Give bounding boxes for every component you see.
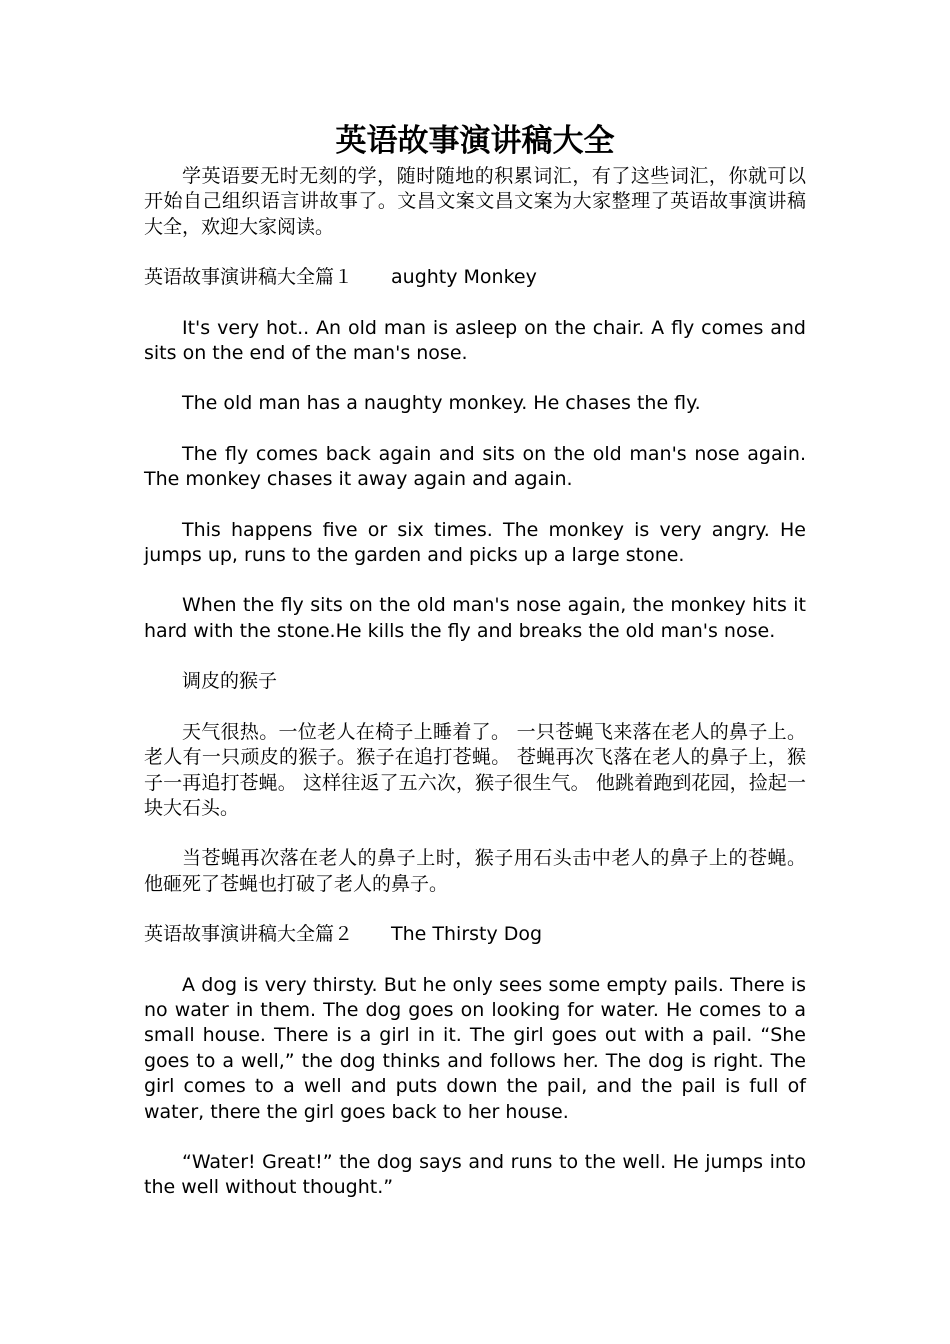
- section-heading-en: The Thirsty Dog: [391, 923, 543, 946]
- section-heading: [144, 265, 806, 290]
- document-title: 英语故事演讲稿大全: [335, 123, 615, 159]
- document-page: [144, 118, 806, 1201]
- translation-paragraph: 当苍蝇再次落在老人的鼻子上时，猴子用石头击中老人的鼻子上的苍蝇。 他砸死了苍蝇也打破了老人的鼻子。: [144, 847, 806, 895]
- section-heading-cn: 英语故事演讲稿大全篇２: [144, 923, 354, 946]
- story-paragraph: “Water! Great!” the dog says and runs to the well. He jumps into the well without thought.”: [144, 1150, 806, 1199]
- intro-paragraph: 学英语要无时无刻的学，随时随地的积累词汇，有了这些词汇，你就可以开始自己组织语言讲故事了。文昌文案文昌文案为大家整理了英语故事演讲稿大全，欢迎大家阅读。: [144, 165, 806, 238]
- section-heading: [144, 922, 806, 947]
- story-paragraph: It's very hot.. An old man is asleep on the chair. A fly comes and sits on the end of the man's nose.: [144, 316, 806, 365]
- translation-paragraph: 天气很热。一位老人在椅子上睡着了。 一只苍蝇飞来落在老人的鼻子上。 老人有一只顽皮的猴子。猴子在追打苍蝇。 苍蝇再次飞落在老人的鼻子上，猴子一再追打苍蝇。 这样往返了五六次，猴子很生气。 他跳着跑到花园，捡起一块大石头。: [144, 720, 806, 819]
- story-paragraph: This happens five or six times. The monkey is very angry. He jumps up, runs to the garden and picks up a large stone.: [144, 518, 806, 567]
- translation-title: 调皮的猴子: [182, 670, 278, 693]
- section-heading-en: aughty Monkey: [391, 266, 537, 289]
- story-paragraph: The fly comes back again and sits on the old man's nose again. The monkey chases it away again and again.: [144, 442, 806, 491]
- story-paragraph: The old man has a naughty monkey. He chases the fly.: [182, 392, 701, 415]
- section-heading-cn: 英语故事演讲稿大全篇１: [144, 266, 354, 289]
- story-paragraph: A dog is very thirsty. But he only sees some empty pails. There is no water in them. The dog goes on looking for water. He comes to a small house. There is a girl in it. The girl goes out with a pail. “She goes to a well,” the dog thinks and follows her. The dog is right. The girl comes to a well and puts down the pail, and the pail is full of water, there the girl goes back to her house.: [144, 973, 806, 1123]
- story-paragraph: When the fly sits on the old man's nose again, the monkey hits it hard with the stone.He kills the fly and breaks the old man's nose.: [144, 594, 806, 642]
